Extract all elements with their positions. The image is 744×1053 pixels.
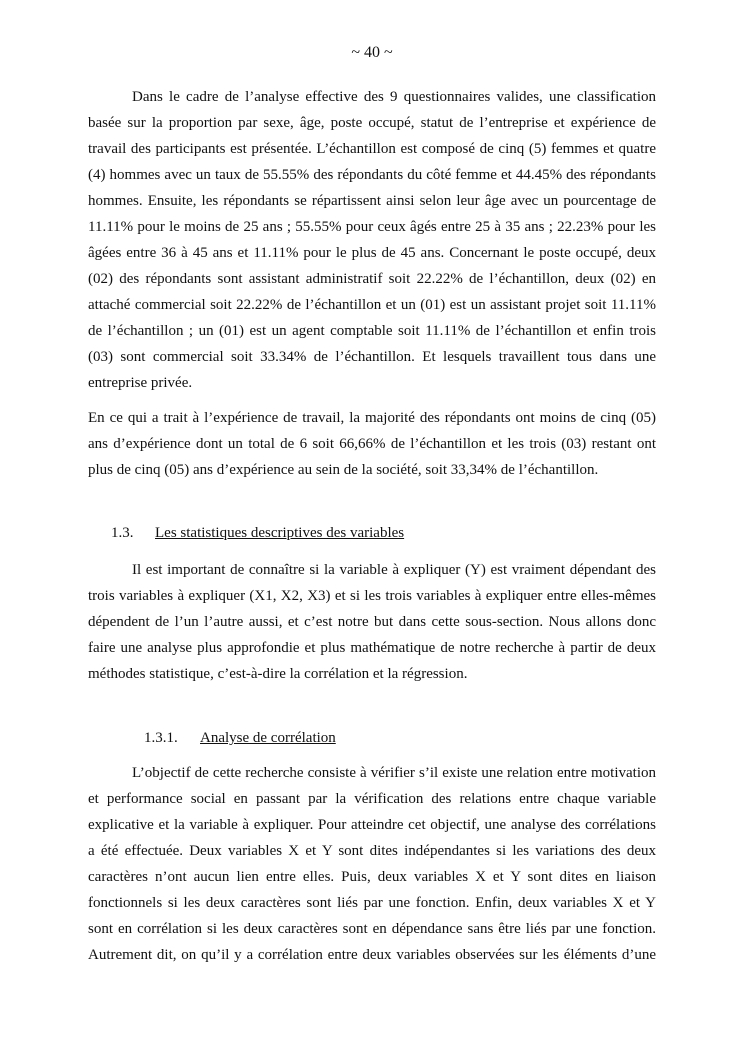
section-number: 1.3. (111, 525, 134, 541)
paragraph-statistics-intro (88, 557, 656, 687)
text-line: Il est important de connaître si la variable à expliquer (Y) est vraiment dépendant des (132, 562, 656, 578)
text-line: entreprise privée. (88, 375, 193, 391)
text-line: sont en corrélation si les deux caractères sont en dépendance sans être liés par une fonction. (88, 921, 656, 937)
section-heading-1-3-1 (144, 725, 544, 751)
section-title: Les statistiques descriptives des variables (155, 525, 405, 541)
text-line: travail des participants est présentée. L’échantillon est composé de cinq (5) femmes et quatre (88, 141, 656, 157)
text-line: faire une analyse plus approfondie et plus mathématique de notre recherche à partir de deux (88, 640, 656, 656)
text-line: fonctionnels si les deux caractères sont liés par une fonction. Enfin, deux variables X et Y (88, 895, 656, 911)
text-line: 11.11% pour le moins de 25 ans ; 55.55% pour ceux âgés entre 25 à 35 ans ; 22.23% pour les (88, 219, 656, 235)
text-line: En ce qui a trait à l’expérience de travail, la majorité des répondants ont moins de cinq (05) (88, 410, 656, 426)
text-line: de l’échantillon ; un (01) est un agent comptable soit 11.11% de l’échantillon et enfin trois (88, 323, 656, 339)
section-heading-1-3 (111, 520, 511, 546)
text-line: (02) des répondants sont assistant administratif soit 22.22% de l’échantillon, deux (02) en (88, 271, 656, 287)
text-line: âgées entre 36 à 45 ans et 11.11% pour le plus de 45 ans. Concernant le poste occupé, deux (88, 245, 656, 261)
text-line: ans d’expérience dont un total de 6 soit 66,66% de l’échantillon et les trois (03) restant ont (88, 436, 656, 452)
paragraph-correlation (88, 760, 656, 968)
text-line: méthodes statistique, c’est-à-dire la corrélation et la régression. (88, 666, 468, 682)
text-line: Dans le cadre de l’analyse effective des 9 questionnaires valides, une classification (132, 89, 656, 105)
paragraph-demographics (88, 84, 656, 396)
text-line: L’objectif de cette recherche consiste à vérifier s’il existe une relation entre motivation (132, 765, 656, 781)
text-line: attaché commercial soit 22.22% de l’échantillon et un (01) est un assistant projet soit 11.11% (88, 297, 656, 313)
page-number: ~ 40 ~ (351, 44, 393, 61)
text-line: plus de cinq (05) ans d’expérience au sein de la société, soit 33,34% de l’échantillon. (88, 462, 599, 478)
section-title: Analyse de corrélation (200, 730, 336, 746)
text-line: (03) sont commercial soit 33.34% de l’échantillon. Et lesquels travaillent tous dans une (88, 349, 656, 365)
text-line: caractères n’ont aucun lien entre elles. Puis, deux variables X et Y sont dites en liaison (88, 869, 656, 885)
text-line: trois variables à expliquer (X1, X2, X3) et si les trois variables à expliquer entre elles-mêmes (88, 588, 656, 604)
text-line: (4) hommes avec un taux de 55.55% des répondants du côté femme et 44.45% des répondants (88, 167, 656, 183)
text-line: hommes. Ensuite, les répondants se répartissent ainsi selon leur âge avec un pourcentage de (88, 193, 656, 209)
paragraph-experience (88, 405, 656, 483)
text-line: dépendent de l’un l’autre aussi, et c’est notre but dans cette sous-section. Nous allons donc (88, 614, 656, 630)
text-line: a été effectuée. Deux variables X et Y sont dites indépendantes si les variations des deux (88, 843, 656, 859)
text-line: explicative et la variable à expliquer. Pour atteindre cet objectif, une analyse des corrélations (88, 817, 656, 833)
section-number: 1.3.1. (144, 730, 178, 746)
text-line: basée sur la proportion par sexe, âge, poste occupé, statut de l’entreprise et expérience de (88, 115, 656, 131)
text-line: et performance social en passant par la vérification des relations entre chaque variable (88, 791, 656, 807)
text-line: Autrement dit, on qu’il y a corrélation entre deux variables observées sur les éléments d’une (88, 947, 656, 963)
